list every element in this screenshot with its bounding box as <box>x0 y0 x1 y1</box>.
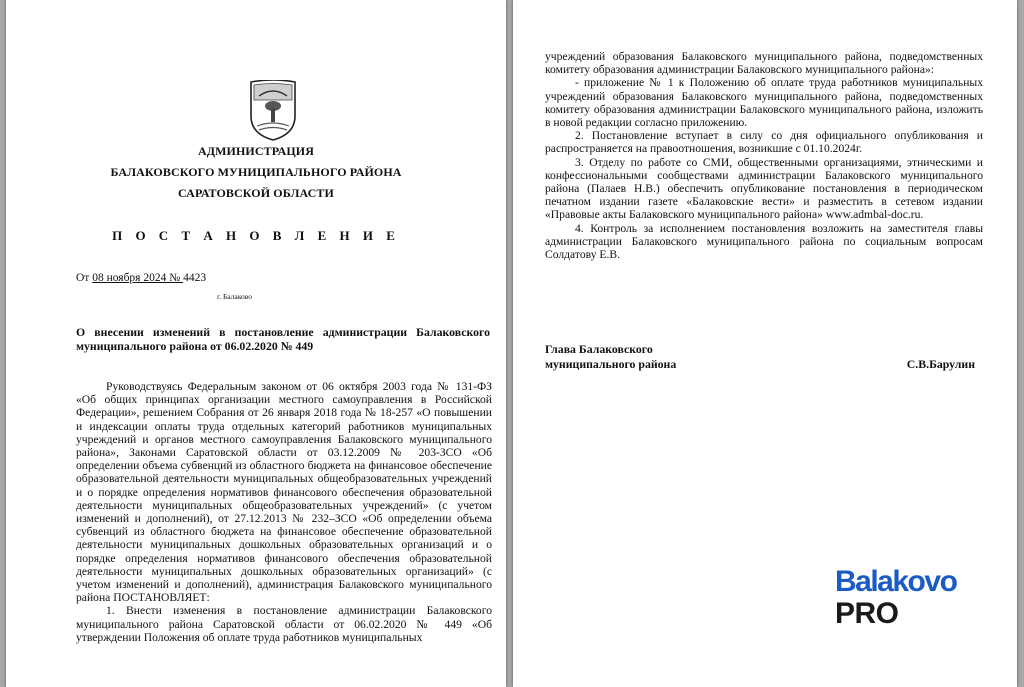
coat-of-arms-icon <box>247 80 299 142</box>
paragraph-item-3: 3. Отделу по работе со СМИ, общественными организациями, этническими и конфессиональными сообществами администрации Балаковского муниципального района (Палаев Н.В.) обеспечить опубликование постановления в периодическом печатном издании газете «Балаковские вести» и разместить в сетевом издании «Правовые акты Балаковского муниципального района» www.admbal-doc.ru. <box>545 155 983 222</box>
watermark-top-text: Balakovo <box>835 565 957 598</box>
document-type-title: П О С Т А Н О В Л Е Н И Е <box>112 228 400 243</box>
date-prefix: От <box>76 272 93 284</box>
city-name: г. Балаково <box>217 292 253 301</box>
signature-title-line1: Глава Балаковского <box>545 342 653 356</box>
document-page-left <box>6 0 506 687</box>
paragraph-item-2: 2. Постановление вступает в силу со дня официального опубликования и распространяется на правоотношения, возникшие с 01.10.2024г. <box>545 129 983 156</box>
paragraph-preamble: Руководствуясь Федеральным законом от 06 октября 2003 года № 131-ФЗ «Об общих принципах организации местного самоуправления в Российской Федерации», решением Собрания от 26 января 2018 года № 18-257 «О повышении и индексации оплаты труда отдельных категорий работников муниципальных учреждений и органов местного самоуправления Балаковского муниципального района», Законами Саратовской области от 03.12.2009 № 203-ЗСО «Об определении объема субвенций из областного бюджета на финансовое обеспечение образовательной деятельности муниципальных общеобразовательных учреждений и о порядке определения нормативов финансового обеспечения образовательной деятельности муниципальных общеобразовательных учреждений» (с учетом изменений и дополнений), от 27.12.2013 № 232–ЗСО «Об определении объема субвенций из областного бюджета на финансовое обеспечение образовательной деятельности муниципальных дошкольных образовательных организаций и о порядке определения нормативов финансового обеспечения образовательной деятельности муниципальных дошкольных образовательных организаций» (с учетом изменений и дополнений), администрация Балаковского муниципального района ПОСТАНОВЛЯЕТ: <box>76 380 492 605</box>
signature-block <box>545 342 975 372</box>
paragraph-appendix: - приложение № 1 к Положению об оплате труда работников муниципальных учреждений образования Балаковского муниципального района, подведомственных комитету образования администрации Балаковского муниципального района, изложить в новой редакции согласно приложению. <box>545 76 983 130</box>
date-number-line <box>76 272 206 284</box>
left-page-body <box>76 380 492 644</box>
document-number: 4423 <box>183 272 207 284</box>
number-prefix: № <box>166 272 184 284</box>
watermark-bottom-text: PRO <box>835 597 899 630</box>
header-region: САРАТОВСКОЙ ОБЛАСТИ <box>178 186 334 200</box>
paragraph-item-4: 4. Контроль за исполнением постановления возложить на заместителя главы администрации Балаковского муниципального района по социальным вопросам Солдатову Е.В. <box>545 221 983 262</box>
document-subject: О внесении изменений в постановление администрации Балаковского муниципального района от 06.02.2020 № 449 <box>76 325 490 353</box>
header-administration: АДМИНИСТРАЦИЯ <box>197 144 314 158</box>
balakovo-pro-watermark <box>835 566 985 634</box>
header-district: БАЛАКОВСКОГО МУНИЦИПАЛЬНОГО РАЙОНА <box>110 165 402 179</box>
right-page-body <box>545 50 983 261</box>
paragraph-item-1: 1. Внести изменения в постановление администрации Балаковского муниципального района Саратовской области от 06.02.2020 № 449 «Об утверждении Положения об оплате труда работников муниципальных <box>76 604 492 644</box>
signatory-name: С.В.Барулин <box>906 357 975 371</box>
paragraph-continuation: учреждений образования Балаковского муниципального района, подведомственных комитету образования администрации Балаковского муниципального района»: <box>545 50 983 77</box>
document-date: 08 ноября 2024 <box>92 272 167 284</box>
signature-title-line2: муниципального района <box>545 357 677 371</box>
